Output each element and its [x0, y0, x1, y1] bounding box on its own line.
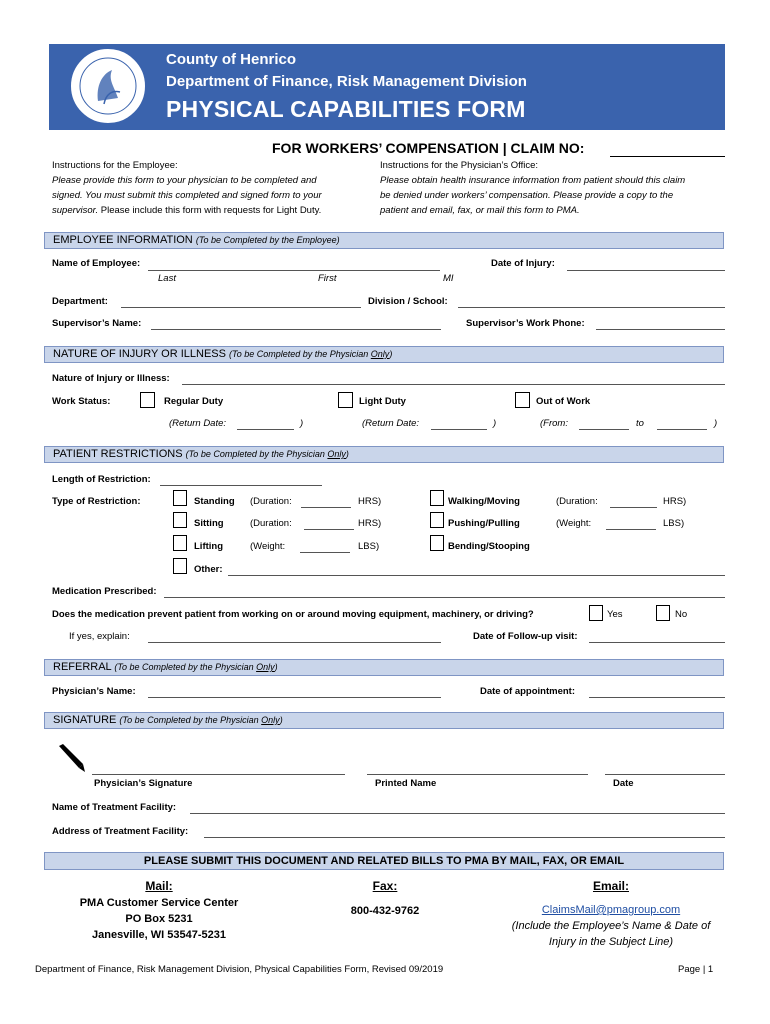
department-field[interactable] — [121, 307, 361, 308]
signature-header — [44, 712, 724, 729]
light-duty-note: Please include this form with requests for Light Duty. — [100, 205, 322, 216]
walking-duration-label: (Duration: — [556, 496, 598, 507]
signature-date-label: Date — [613, 778, 634, 789]
section-note: ) — [389, 349, 393, 359]
appointment-date-field[interactable] — [589, 697, 725, 698]
standing-checkbox[interactable] — [173, 490, 187, 506]
close-paren: ) — [493, 418, 497, 429]
medication-prescribed-label: Medication Prescribed: — [52, 586, 157, 597]
lifting-weight-label: (Weight: — [250, 541, 286, 552]
mail-line-3: Janesville, WI 53547-5231 — [92, 929, 226, 941]
standing-duration-label: (Duration: — [250, 496, 292, 507]
hrs-unit: HRS) — [358, 496, 382, 507]
pushing-weight-label: (Weight: — [556, 518, 592, 529]
section-title: SIGNATURE — [53, 714, 117, 726]
section-note: ) — [279, 715, 283, 725]
last-name-caption: Last — [158, 273, 176, 284]
mail-line-2: PO Box 5231 — [125, 913, 193, 925]
sitting-duration-field[interactable] — [304, 529, 354, 530]
employee-instructions-line: Please provide this form to your physician to be completed and — [52, 175, 317, 186]
date-of-injury-field[interactable] — [567, 270, 725, 271]
nature-of-injury-field[interactable] — [182, 384, 725, 385]
fax-heading: Fax: — [372, 879, 398, 893]
physician-name-field[interactable] — [148, 697, 441, 698]
email-note-1: (Include the Employee’s Name & Date of — [511, 920, 711, 932]
length-of-restriction-field[interactable] — [160, 485, 322, 486]
division-field[interactable] — [458, 307, 725, 308]
fax-number: 800-432-9762 — [350, 905, 420, 917]
division-label: Division / School: — [368, 296, 448, 307]
out-of-work-checkbox[interactable] — [515, 392, 530, 408]
email-link[interactable]: ClaimsMail@pmagroup.com — [541, 904, 681, 916]
mail-line-1: PMA Customer Service Center — [79, 897, 239, 909]
referral-header — [44, 659, 724, 676]
signature-date-field[interactable] — [605, 774, 725, 775]
regular-return-date-label: (Return Date: — [169, 418, 227, 429]
pencil-icon — [55, 742, 87, 774]
facility-address-field[interactable] — [204, 837, 725, 838]
section-title: NATURE OF INJURY OR ILLNESS — [53, 348, 226, 360]
other-checkbox[interactable] — [173, 558, 187, 574]
section-note-only: Only — [327, 449, 346, 459]
section-note: ) — [274, 662, 278, 672]
employee-name-field[interactable] — [148, 270, 440, 271]
out-of-work-label: Out of Work — [536, 396, 591, 407]
section-note: ) — [345, 449, 349, 459]
no-label: No — [675, 609, 688, 620]
department-label: Department: — [52, 296, 108, 307]
physician-instructions — [380, 158, 725, 218]
lbs-unit: LBS) — [663, 518, 685, 529]
section-title: REFERRAL — [53, 661, 112, 673]
out-to-label: to — [636, 418, 644, 429]
employee-instructions-heading: Instructions for the Employee: — [52, 160, 178, 171]
middle-initial-caption: MI — [443, 273, 454, 284]
walking-checkbox[interactable] — [430, 490, 444, 506]
followup-date-label: Date of Follow-up visit: — [473, 631, 578, 642]
section-title: EMPLOYEE INFORMATION — [53, 234, 193, 246]
sitting-duration-label: (Duration: — [250, 518, 292, 529]
light-duty-checkbox[interactable] — [338, 392, 353, 408]
treatment-facility-label: Name of Treatment Facility: — [52, 802, 177, 813]
claim-number-label: FOR WORKERS’ COMPENSATION | CLAIM NO: — [272, 140, 585, 156]
type-of-restriction-label: Type of Restriction: — [52, 496, 141, 507]
close-paren: ) — [300, 418, 304, 429]
out-to-date-field[interactable] — [657, 429, 707, 430]
email-heading: Email: — [592, 879, 629, 893]
physician-instructions-heading: Instructions for the Physician’s Office: — [380, 160, 539, 171]
claim-number-field[interactable] — [610, 156, 725, 157]
sitting-checkbox[interactable] — [173, 512, 187, 528]
physician-instructions-line: patient and email, fax, or mail this form to PMA. — [380, 205, 580, 216]
section-note: (To be Completed by the Employee) — [195, 235, 340, 245]
section-note: (To be Completed by the Physician — [114, 662, 257, 672]
employee-instructions-line: supervisor. — [52, 205, 99, 216]
medication-no-checkbox[interactable] — [656, 605, 670, 621]
regular-duty-checkbox[interactable] — [140, 392, 155, 408]
employee-instructions-line: signed. You must submit this completed and signed form to your — [52, 190, 322, 201]
nature-of-injury-header — [44, 346, 724, 363]
supervisor-phone-field[interactable] — [596, 329, 725, 330]
bending-label: Bending/Stooping — [448, 541, 530, 552]
out-from-label: (From: — [540, 418, 568, 429]
footer-text: Department of Finance, Risk Management Division, Physical Capabilities Form, Revised 09/2019 — [35, 964, 444, 975]
section-note-only: Only — [256, 662, 275, 672]
section-note: (To be Completed by the Physician — [119, 715, 262, 725]
work-status-label: Work Status: — [52, 396, 111, 407]
standing-label: Standing — [194, 496, 235, 507]
date-of-injury-label: Date of Injury: — [491, 258, 555, 269]
employee-name-label: Name of Employee: — [52, 258, 141, 269]
medication-yes-checkbox[interactable] — [589, 605, 603, 621]
pushing-checkbox[interactable] — [430, 512, 444, 528]
lifting-weight-field[interactable] — [300, 552, 350, 553]
county-name: County of Henrico — [166, 51, 296, 68]
employee-information-header — [44, 232, 724, 249]
department-name: Department of Finance, Risk Management Division — [166, 73, 527, 90]
printed-name-field[interactable] — [367, 774, 588, 775]
section-note-only: Only — [370, 349, 390, 359]
section-note: (To be Completed by the Physician — [229, 349, 371, 359]
facility-address-label: Address of Treatment Facility: — [52, 826, 189, 837]
nature-of-injury-label: Nature of Injury or Illness: — [52, 373, 170, 384]
length-of-restriction-label: Length of Restriction: — [52, 474, 151, 485]
printed-name-label: Printed Name — [375, 778, 437, 789]
supervisor-name-label: Supervisor’s Name: — [52, 318, 142, 329]
out-from-date-field[interactable] — [579, 429, 629, 430]
explanation-field[interactable] — [148, 642, 441, 643]
physician-name-label: Physician’s Name: — [52, 686, 136, 697]
appointment-date-label: Date of appointment: — [480, 686, 575, 697]
physician-signature-label: Physician’s Signature — [94, 778, 193, 789]
hrs-unit: HRS) — [358, 518, 382, 529]
if-yes-explain-label: If yes, explain: — [69, 631, 130, 642]
email-note-2: Injury in the Subject Line) — [548, 936, 674, 948]
close-paren: ) — [714, 418, 718, 429]
light-duty-label: Light Duty — [359, 396, 406, 407]
submit-banner-text: PLEASE SUBMIT THIS DOCUMENT AND RELATED BILLS TO PMA BY MAIL, FAX, OR EMAIL — [143, 855, 625, 867]
submit-instructions-banner — [44, 852, 724, 870]
medication-question: Does the medication prevent patient from working on or around moving equipment, machinery, or driving? — [52, 609, 534, 620]
section-title: PATIENT RESTRICTIONS — [53, 448, 183, 460]
regular-return-date-field[interactable] — [237, 429, 294, 430]
mail-heading: Mail: — [145, 879, 173, 893]
employee-instructions — [52, 158, 372, 218]
supervisor-phone-label: Supervisor’s Work Phone: — [466, 318, 585, 329]
walking-label: Walking/Moving — [448, 496, 520, 507]
pushing-weight-field[interactable] — [606, 529, 656, 530]
light-return-date-label: (Return Date: — [362, 418, 420, 429]
physician-signature-field[interactable] — [92, 774, 345, 775]
bending-checkbox[interactable] — [430, 535, 444, 551]
form-title: PHYSICAL CAPABILITIES FORM — [166, 96, 526, 122]
yes-label: Yes — [607, 609, 623, 620]
first-name-caption: First — [318, 273, 337, 284]
other-restriction-field[interactable] — [228, 575, 725, 576]
physician-instructions-line: Please obtain health insurance information from patient should this claim — [380, 175, 686, 186]
treatment-facility-field[interactable] — [190, 813, 725, 814]
lifting-checkbox[interactable] — [173, 535, 187, 551]
supervisor-name-field[interactable] — [151, 329, 441, 330]
section-note-only: Only — [261, 715, 280, 725]
standing-duration-field[interactable] — [301, 507, 351, 508]
pushing-label: Pushing/Pulling — [448, 518, 520, 529]
medication-prescribed-field[interactable] — [164, 597, 725, 598]
patient-restrictions-header — [44, 446, 724, 463]
county-seal-icon — [68, 46, 148, 126]
sitting-label: Sitting — [194, 518, 224, 529]
page-number: Page | 1 — [678, 964, 714, 975]
lbs-unit: LBS) — [358, 541, 380, 552]
other-label: Other: — [194, 564, 223, 575]
light-return-date-field[interactable] — [431, 429, 487, 430]
physician-instructions-line: be denied under workers’ compensation. Please provide a copy to the — [380, 190, 674, 201]
hrs-unit: HRS) — [663, 496, 687, 507]
followup-date-field[interactable] — [589, 642, 725, 643]
lifting-label: Lifting — [194, 541, 224, 552]
section-note: (To be Completed by the Physician — [185, 449, 328, 459]
walking-duration-field[interactable] — [610, 507, 657, 508]
regular-duty-label: Regular Duty — [164, 396, 224, 407]
